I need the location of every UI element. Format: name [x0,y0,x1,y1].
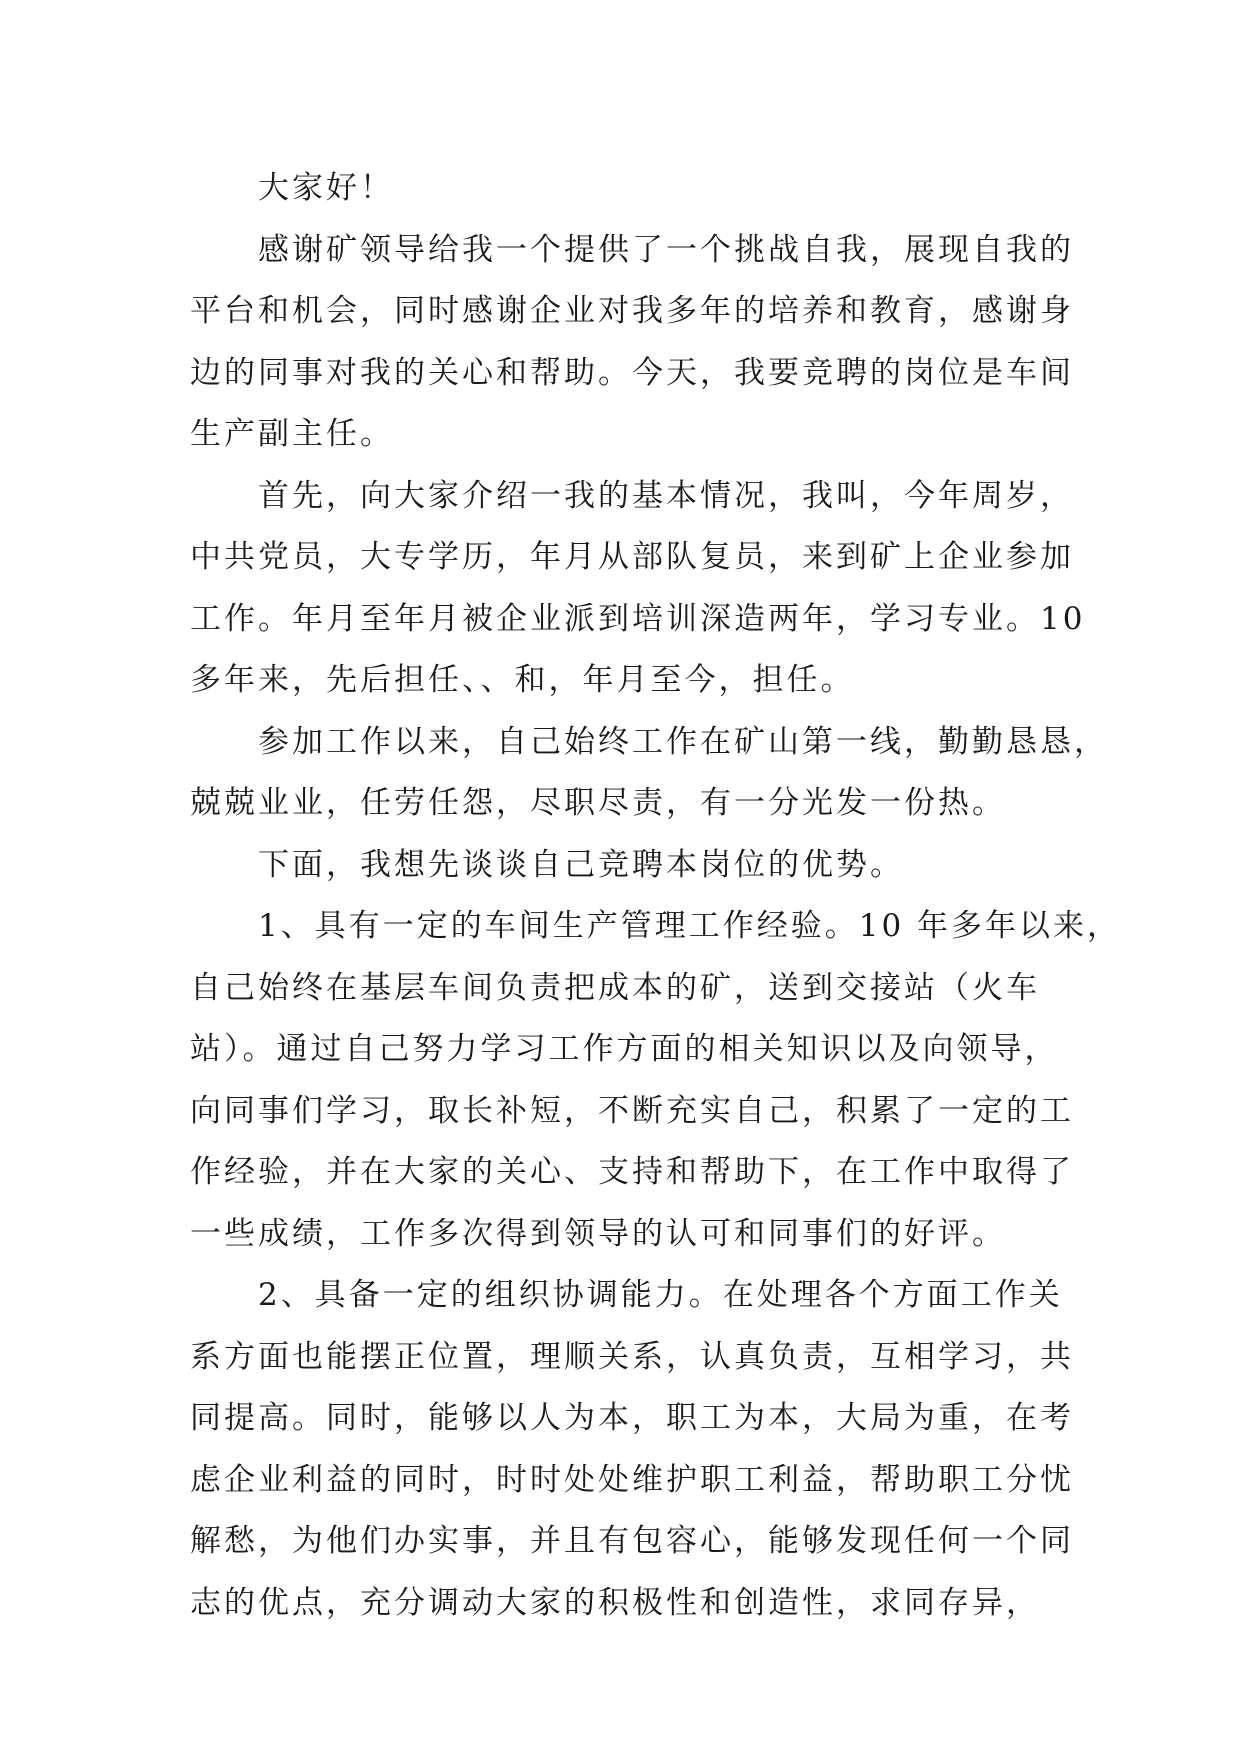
paragraph-line: 多年来，先后担任、、和，年月至今，担任。 [190,662,855,698]
document-body [190,158,1122,1634]
paragraph-line: 中共党员，大专学历，年月从部队复员，来到矿上企业参加 [190,539,1074,575]
paragraph-line: 生产副主任。 [190,416,394,452]
paragraph-line: 虑企业利益的同时，时时处处维护职工利益，帮助职工分忧 [190,1461,1074,1498]
paragraph-line: 向同事们学习，取长补短，不断充实自己，积累了一定的工 [190,1092,1074,1129]
greeting-line: 大家好！ [258,170,394,206]
paragraph-line: 边的同事对我的关心和帮助。今天，我要竞聘的岗位是车间 [190,354,1074,391]
paragraph-line: 一些成绩，工作多次得到领导的认可和同事们的好评。 [190,1215,1006,1252]
paragraph-line: 平台和机会，同时感谢企业对我多年的培养和教育，感谢身 [190,293,1074,329]
paragraph-line: 参加工作以来，自己始终工作在矿山第一线，勤勤恳恳， [258,723,1108,760]
paragraph-line: 首先，向大家介绍一我的基本情况，我叫，今年周岁， [258,477,1074,514]
paragraph-line: 作经验，并在大家的关心、支持和帮助下，在工作中取得了 [190,1154,1074,1190]
paragraph-line: 系方面也能摆正位置，理顺关系，认真负责，互相学习，共 [190,1338,1074,1375]
paragraph-line: 2、具备一定的组织协调能力。在处理各个方面工作关 [258,1277,1063,1313]
paragraph-line: 站）。通过自己努力学习工作方面的相关知识以及向领导， [190,1031,1059,1067]
paragraph-line: 解愁，为他们办实事，并且有包容心，能够发现任何一个同 [190,1523,1074,1559]
paragraph-line: 兢兢业业，任劳任怨，尽职尽责，有一分光发一份热。 [190,785,1006,821]
paragraph-line: 1、具有一定的车间生产管理工作经验。10 年多年以来， [258,908,1122,944]
paragraph-line: 下面，我想先谈谈自己竞聘本岗位的优势。 [258,846,904,883]
paragraph-line: 感谢矿领导给我一个提供了一个挑战自我，展现自我的 [258,231,1074,268]
paragraph-line: 自己始终在基层车间负责把成本的矿，送到交接站（火车 [190,969,1040,1006]
paragraph-line: 工作。年月至年月被企业派到培训深造两年，学习专业。10 [190,600,1086,637]
paragraph-line: 同提高。同时，能够以人为本，职工为本，大局为重，在考 [190,1400,1074,1436]
paragraph-line: 志的优点，充分调动大家的积极性和创造性，求同存异， [190,1584,1040,1621]
